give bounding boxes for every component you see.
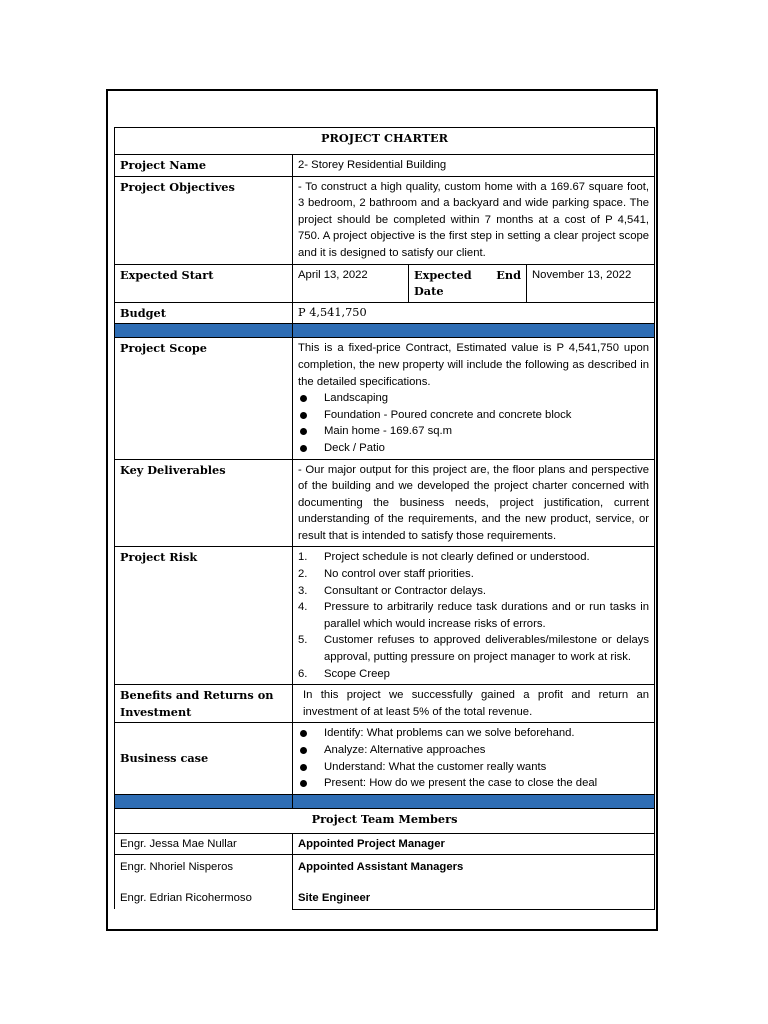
list-item: Deck / Patio (298, 440, 649, 457)
section-divider (115, 794, 655, 808)
project-charter-table (114, 127, 655, 910)
risk-value (293, 547, 655, 685)
scope-list (298, 390, 649, 456)
scope-label: Project Scope (115, 338, 293, 459)
budget-row (115, 302, 655, 324)
list-item (298, 549, 649, 566)
risk-number: 6. (298, 667, 308, 680)
risk-list (298, 549, 649, 682)
list-item: Foundation - Poured concrete and concrete block (298, 407, 649, 424)
page-title: PROJECT CHARTER (115, 128, 655, 155)
member-name: Engr. Jessa Mae Nullar (115, 833, 293, 855)
deliverables-label: Key Deliverables (115, 459, 293, 547)
scope-row (115, 338, 655, 459)
table-row (115, 833, 655, 855)
member-name: Engr. Nhoriel Nisperos (120, 861, 234, 874)
section-divider (115, 324, 655, 338)
benefits-value: In this project we successfully gained a profit and return an investment of at least 5% of the total revenue. (293, 685, 655, 723)
project-name-value: 2- Storey Residential Building (293, 155, 655, 177)
list-item: Main home - 169.67 sq.m (298, 423, 649, 440)
section-divider-left (115, 324, 293, 338)
objectives-row (115, 176, 655, 264)
list-item (298, 566, 649, 583)
expected-end-value: November 13, 2022 (527, 264, 655, 302)
member-name: Engr. Edrian Ricohermoso (120, 891, 252, 904)
risk-text: Consultant or Contractor delays. (324, 584, 487, 597)
expected-end-label-word3: Date (414, 284, 444, 299)
risk-number: 2. (298, 568, 308, 581)
objectives-value: - To construct a high quality, custom home with a 169.67 square foot, 3 bedroom, 2 bathroom and a backyard and wide parking space. The project should be completed within 7 months at a cost of P 4,541, 750. A project objective is the first step in setting a clear project scope and it is designed to satisfy our client. (293, 176, 655, 264)
risk-number: 4. (298, 601, 308, 614)
list-item (298, 666, 649, 683)
risk-text: Scope Creep (324, 667, 390, 680)
member-role: Appointed Assistant Managers (298, 861, 464, 874)
business-case-label: Business case (115, 723, 293, 794)
risk-row (115, 547, 655, 685)
budget-label: Budget (115, 302, 293, 324)
member-role: Site Engineer (298, 891, 371, 904)
risk-text: Pressure to arbitrarily reduce task durations and or run tasks in parallel which would increase risks of errors. (324, 601, 650, 630)
project-name-row (115, 155, 655, 177)
expected-end-label-word1: Expected (414, 267, 472, 282)
spacer (298, 876, 649, 890)
business-case-list (298, 725, 649, 791)
risk-number: 1. (298, 551, 308, 564)
team-title: Project Team Members (115, 808, 655, 833)
section-divider-left (115, 794, 293, 808)
list-item: Understand: What the customer really wants (298, 759, 649, 776)
team-title-row (115, 808, 655, 833)
member-role-cell (293, 855, 655, 909)
risk-label: Project Risk (115, 547, 293, 685)
member-cell (115, 855, 293, 909)
spacer (120, 876, 287, 890)
scope-intro: This is a fixed-price Contract, Estimated value is P 4,541,750 upon completion, the new property will include the following as described in the detailed specifications. (298, 342, 650, 388)
risk-text: No control over staff priorities. (324, 568, 474, 581)
scope-value (293, 338, 655, 459)
expected-start-label: Expected Start (115, 264, 293, 302)
list-item: Landscaping (298, 390, 649, 407)
expected-end-label (409, 264, 527, 302)
benefits-label: Benefits and Returns on Investment (115, 685, 293, 723)
dates-row (115, 264, 655, 302)
benefits-row (115, 685, 655, 723)
section-divider-right (293, 324, 655, 338)
list-item (298, 583, 649, 600)
table-row (115, 855, 655, 909)
project-name-label: Project Name (115, 155, 293, 177)
expected-end-label-word2: End (496, 267, 521, 282)
list-item: Identify: What problems can we solve beforehand. (298, 725, 649, 742)
expected-start-value: April 13, 2022 (293, 264, 409, 302)
list-item (298, 599, 649, 632)
risk-number: 3. (298, 584, 308, 597)
risk-number: 5. (298, 634, 308, 647)
title-row (115, 128, 655, 155)
risk-text: Customer refuses to approved deliverables/milestone or delays approval, putting pressure on project manager to work at risk. (324, 634, 650, 664)
business-case-value (293, 723, 655, 794)
risk-text: Project schedule is not clearly defined or understood. (324, 551, 590, 564)
section-divider-right (293, 794, 655, 808)
deliverables-row (115, 459, 655, 547)
deliverables-value: - Our major output for this project are, the floor plans and perspective of the building and we developed the project charter concerned with documenting the business needs, project justification, current understanding of the requirements, and the new product, service, or result that is intended to satisfy those requirements. (293, 459, 655, 547)
member-role: Appointed Project Manager (293, 833, 655, 855)
list-item (298, 632, 649, 665)
objectives-label: Project Objectives (115, 176, 293, 264)
business-case-row (115, 723, 655, 794)
list-item: Analyze: Alternative approaches (298, 742, 649, 759)
list-item: Present: How do we present the case to close the deal (298, 775, 649, 792)
budget-value: P 4,541,750 (293, 302, 655, 324)
